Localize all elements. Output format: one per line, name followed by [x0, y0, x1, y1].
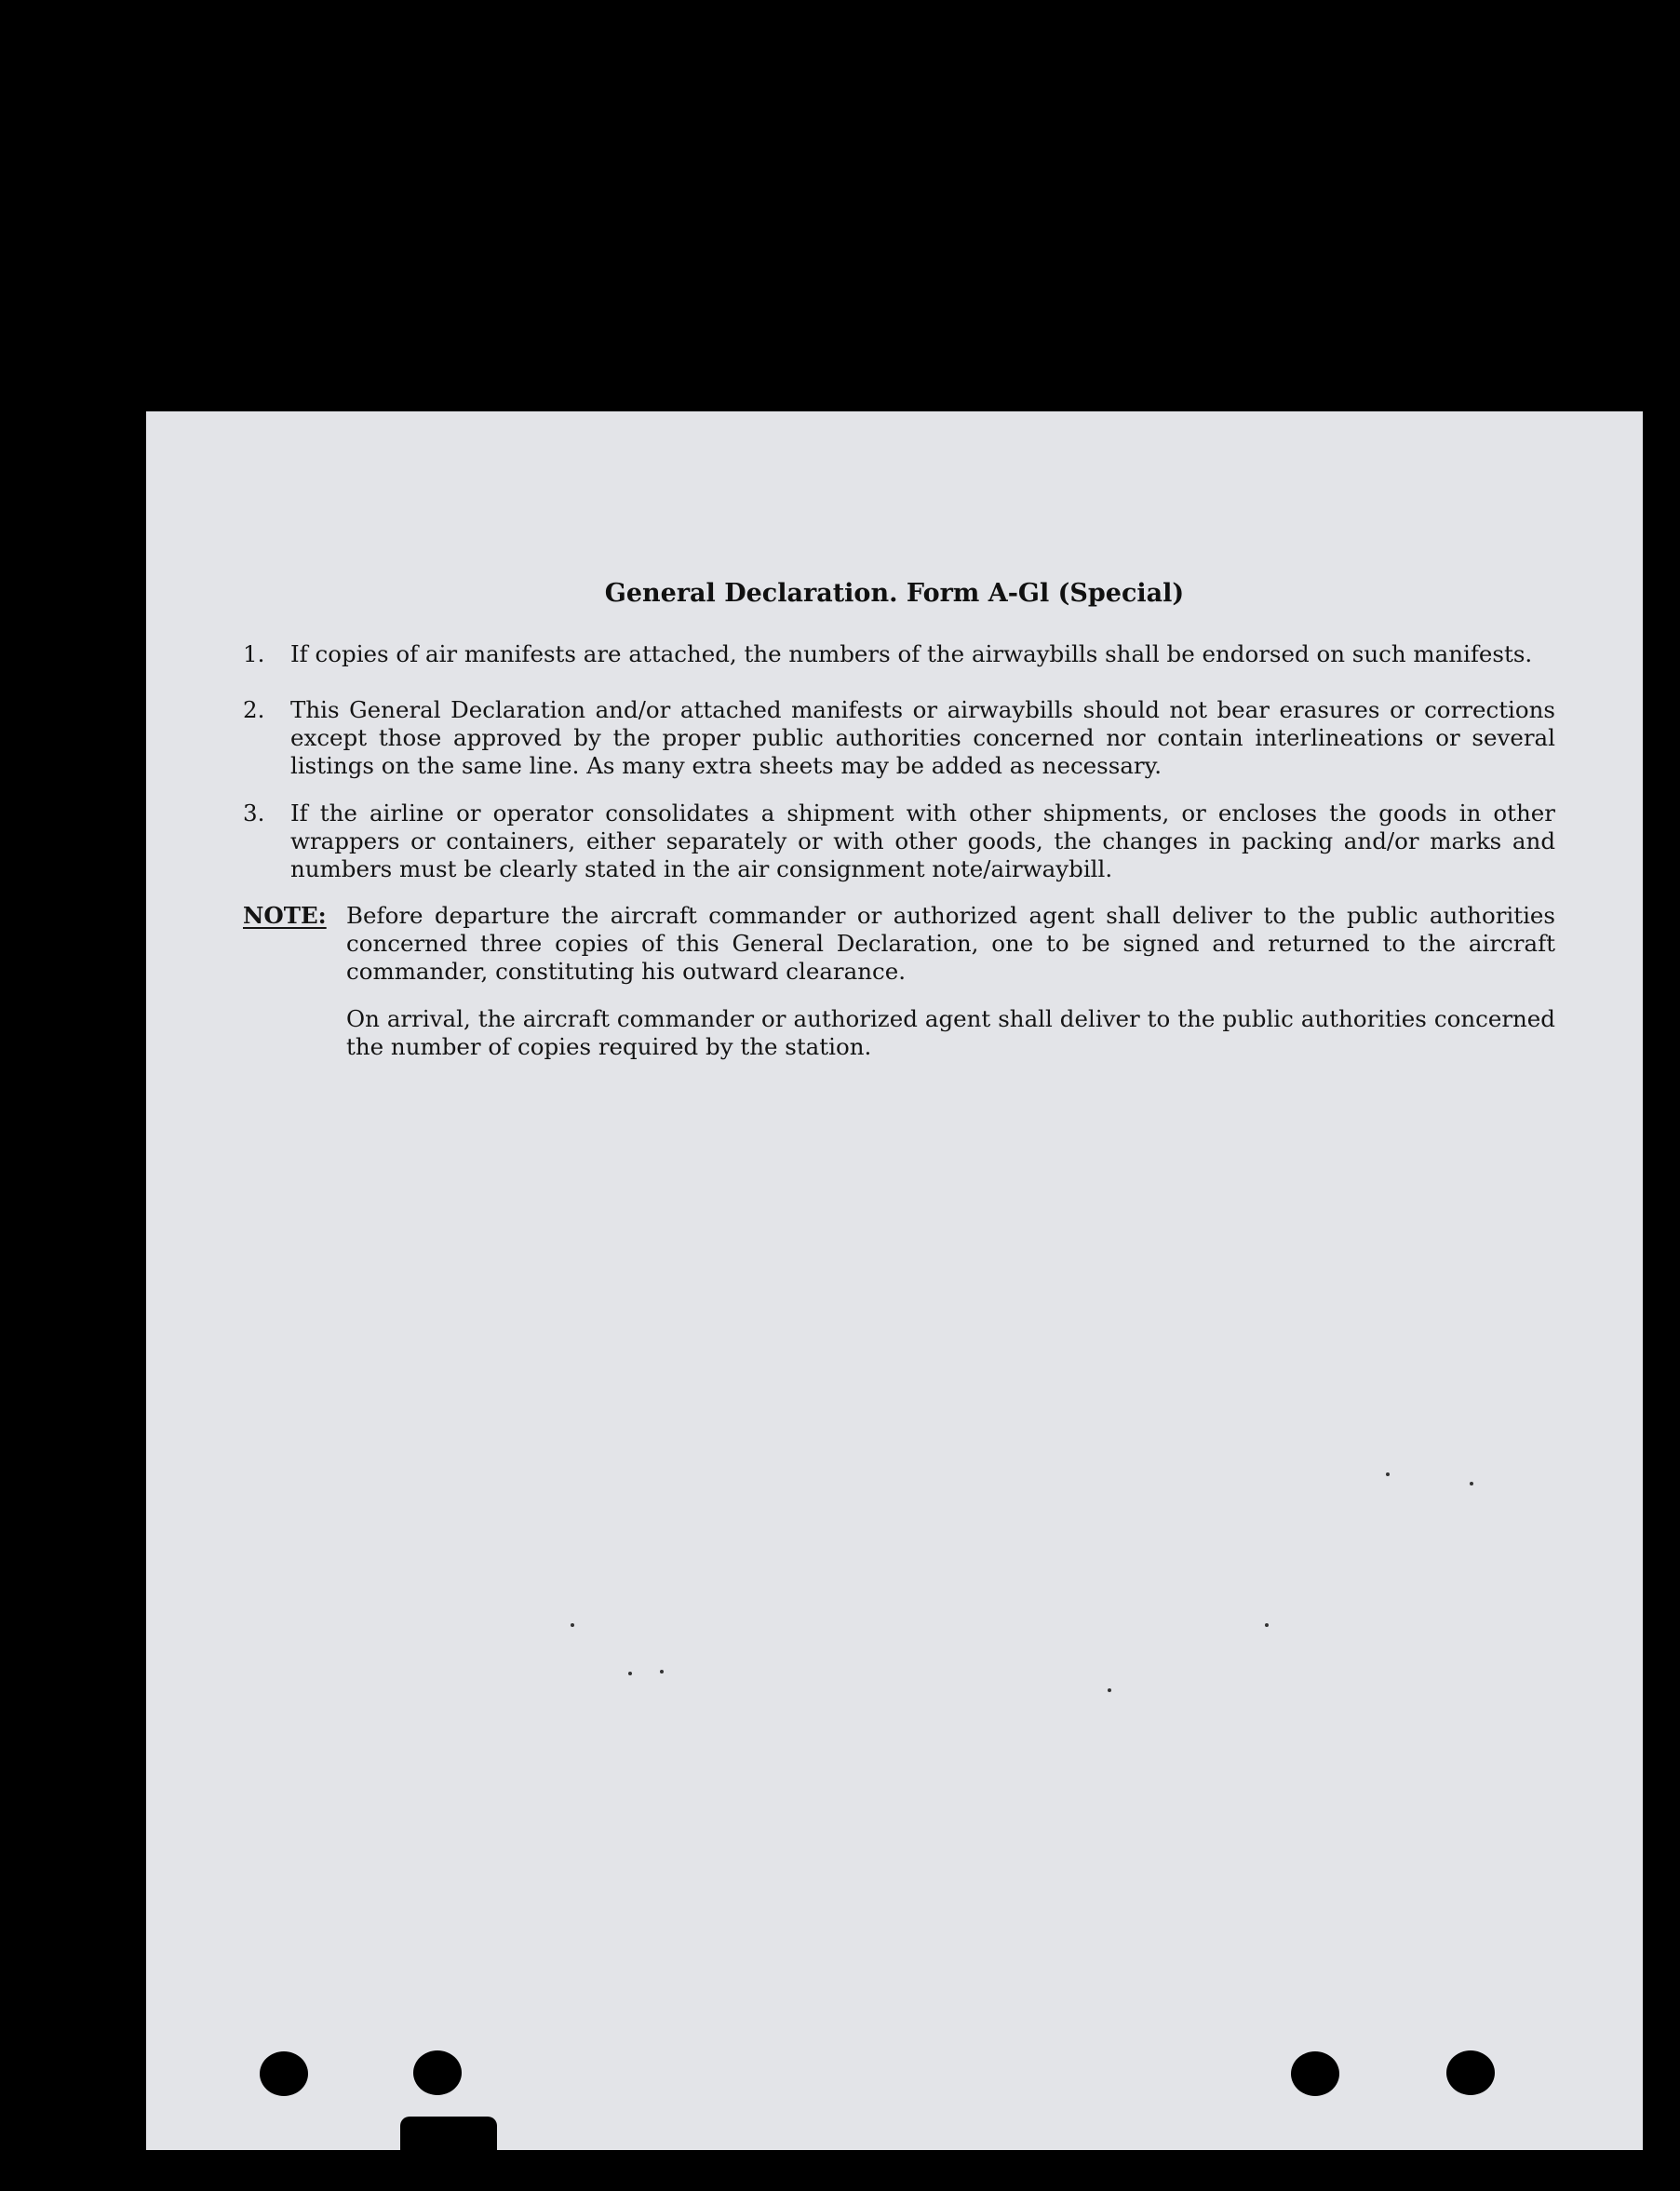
- punch-hole-right-1: [1291, 2051, 1339, 2096]
- paper-speck: [1108, 1688, 1111, 1692]
- note-paragraph-2: On arrival, the aircraft commander or authorized agent shall deliver to the public authorities concerned the number of copies required by the station.: [346, 1005, 1555, 1060]
- note-section: [243, 902, 1555, 986]
- list-item-text: This General Declaration and/or attached manifests or airwaybills should not bear erasures or corrections except those approved by the proper public authorities concerned nor contain interlineations or several listings on the same line. As many extra sheets may be added as necessary.: [290, 696, 1555, 779]
- paper-speck: [571, 1623, 574, 1627]
- list-item-text: If copies of air manifests are attached, the numbers of the airwaybills shall be endorsed on such manifests.: [290, 640, 1533, 667]
- list-item-3: [243, 800, 1555, 883]
- paper-speck: [1386, 1472, 1390, 1476]
- document-page: [146, 411, 1643, 2150]
- punch-hole-left-1: [260, 2051, 308, 2096]
- punch-hole-right-2: [1446, 2050, 1495, 2095]
- paper-speck: [660, 1670, 664, 1673]
- note-label: NOTE:: [243, 902, 327, 929]
- list-item-text: If the airline or operator consolidates a shipment with other shipments, or encloses the goods in other wrappers or containers, either separately or with other goods, the changes in packing and/or marks and numbers must be clearly stated in the air consignment note/airwaybill.: [290, 800, 1555, 882]
- list-item-2: [243, 696, 1555, 780]
- paper-speck: [1470, 1482, 1473, 1485]
- paper-speck: [1265, 1623, 1269, 1627]
- paper-speck: [628, 1672, 632, 1675]
- list-item-number: 3.: [243, 800, 265, 827]
- punch-hole-left-2: [413, 2050, 462, 2095]
- document-title: General Declaration. Form A-Gl (Special): [604, 579, 1185, 608]
- list-item-number: 2.: [243, 696, 265, 723]
- note-continuation: [243, 1005, 1555, 1061]
- list-item-number: 1.: [243, 640, 265, 667]
- list-item-1: [243, 640, 1555, 668]
- note-paragraph-1: Before departure the aircraft commander or authorized agent shall deliver to the public authorities concerned three copies of this General Declaration, one to be signed and returned to the aircraft commander, constituting his outward clearance.: [346, 902, 1555, 985]
- torn-notch: [400, 2117, 497, 2154]
